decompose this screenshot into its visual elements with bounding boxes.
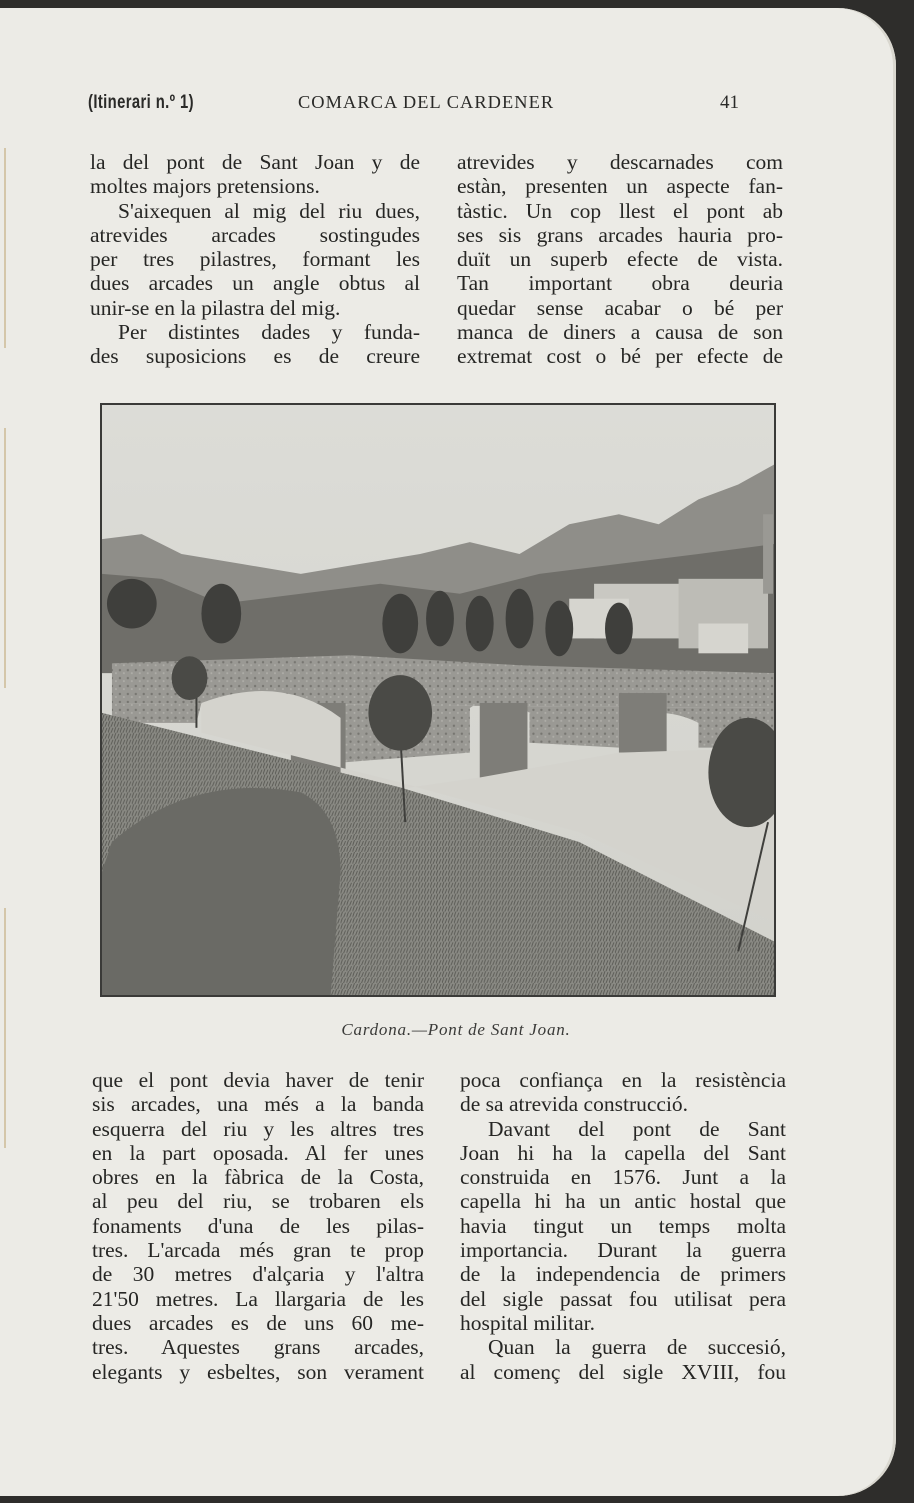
text-line: de la independencia de primers (460, 1262, 786, 1287)
text-line: Joan hi ha la capella del Sant (460, 1140, 786, 1165)
text-line: atrevides arcades sostingudes (90, 222, 420, 247)
text-line: al peu del riu, se trobaren els (92, 1189, 424, 1214)
text-line: Tan important obra deuria (457, 271, 783, 296)
text-line: elegants y esbeltes, son verament (92, 1359, 424, 1384)
text-line: al començ del sigle XVIII, fou (460, 1359, 786, 1384)
text-line: fonaments d'una de les pilas- (92, 1213, 424, 1238)
text-column-bottom-left (92, 1068, 424, 1384)
text-line: importancia. Durant la guerra (460, 1238, 786, 1263)
text-line: per tres pilastres, formant les (90, 247, 420, 272)
text-line: obres en la fàbrica de la Costa, (92, 1165, 424, 1190)
bridge-photo-illustration (102, 405, 774, 995)
text-line: construida en 1576. Junt a la (460, 1165, 786, 1190)
text-line: Per distintes dades y funda- (118, 320, 420, 345)
running-header (88, 92, 748, 120)
text-line: la del pont de Sant Joan y de (90, 150, 420, 174)
text-line: tres. Aquestes grans arcades, (92, 1335, 424, 1360)
text-line: del sigle passat fou utilisat pera (460, 1286, 786, 1311)
text-line: que el pont devia haver de tenir (92, 1068, 424, 1092)
text-line: sis arcades, una més a la banda (92, 1092, 424, 1117)
text-line: Quan la guerra de succesió, (488, 1335, 786, 1360)
text-column-top-right (457, 150, 783, 369)
text-line: quedar sense acabar o bé per (457, 295, 783, 320)
text-column-bottom-right (460, 1068, 786, 1384)
text-line: des suposicions es de creure (90, 344, 420, 369)
photograph-bridge (100, 403, 776, 997)
text-line: manca de diners a causa de son (457, 320, 783, 345)
text-line: ses sis grans arcades hauria pro- (457, 222, 783, 247)
text-line: moltes majors pretensions. (90, 174, 320, 199)
text-line: unir-se en la pilastra del mig. (90, 295, 341, 320)
text-line: tàstic. Un cop llest el pont ab (457, 198, 783, 223)
text-line: havia tingut un temps molta (460, 1213, 786, 1238)
text-line: tres. L'arcada més gran te prop (92, 1238, 424, 1263)
text-line: estàn, presenten un aspecte fan- (457, 174, 783, 199)
photo-caption: Cardona.—Pont de Sant Joan. (341, 1020, 571, 1039)
text-line: hospital militar. (460, 1310, 595, 1335)
section-title: COMARCA DEL CARDENER (298, 92, 555, 112)
gutter-thread (4, 428, 6, 688)
text-line: Davant del pont de Sant (488, 1116, 786, 1141)
text-line: dues arcades es de uns 60 me- (92, 1310, 424, 1335)
text-line: de sa atrevida construcció. (460, 1092, 689, 1117)
text-line: S'aixequen al mig del riu dues, (118, 198, 420, 223)
text-line: atrevides y descarnades com (457, 150, 783, 174)
itinerary-label: (Itinerari n.º 1) (88, 92, 194, 113)
text-line: duït un superb efecte de vista. (457, 247, 783, 272)
page-number: 41 (720, 92, 739, 113)
text-line: de 30 metres d'alçaria y l'altra (92, 1262, 424, 1287)
gutter-thread (4, 148, 6, 348)
text-line: dues arcades un angle obtus al (90, 271, 420, 296)
book-page (0, 8, 896, 1496)
text-line: 21'50 metres. La llargaria de les (92, 1286, 424, 1311)
text-line: en la part oposada. Al fer unes (92, 1140, 424, 1165)
text-line: extremat cost o bé per efecte de (457, 344, 783, 369)
text-line: capella hi ha un antic hostal que (460, 1189, 786, 1214)
text-column-top-left (90, 150, 420, 369)
text-line: esquerra del riu y les altres tres (92, 1116, 424, 1141)
text-line: poca confiança en la resistència (460, 1068, 786, 1092)
